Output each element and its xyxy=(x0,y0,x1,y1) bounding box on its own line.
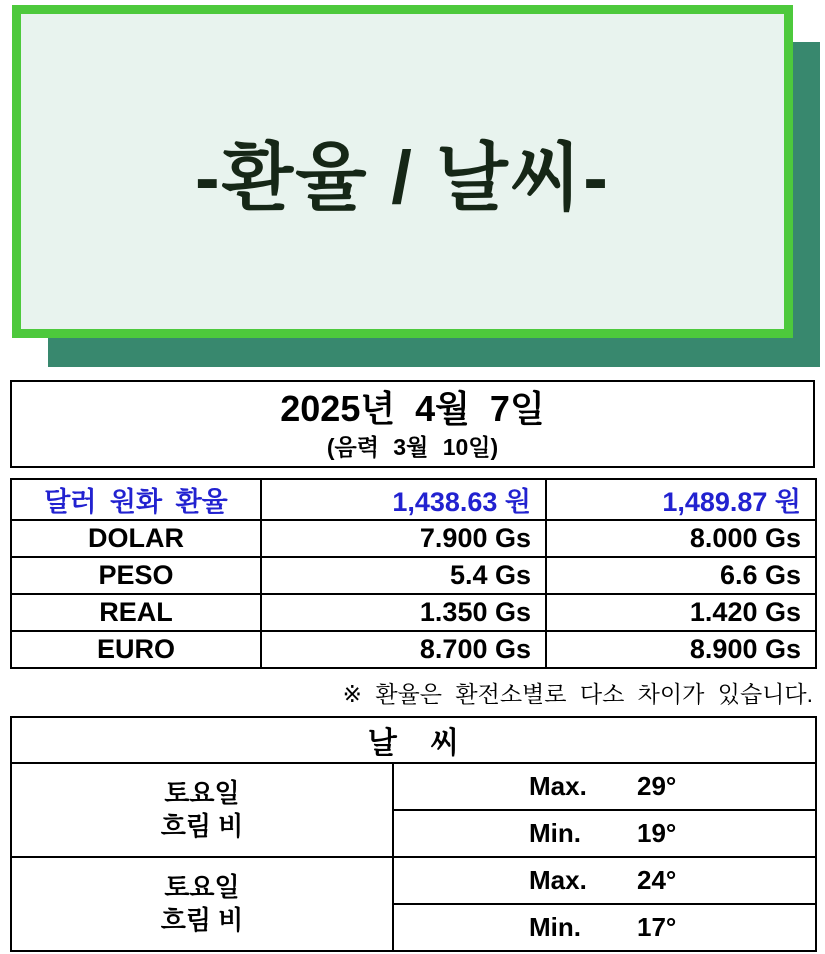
currency-label: REAL xyxy=(11,594,261,631)
rate-value-2: 6.6 Gs xyxy=(546,557,816,594)
weather-row xyxy=(11,763,816,810)
weather-header: 날 씨 xyxy=(11,717,816,763)
currency-label: 달러 원화 환율 xyxy=(11,479,261,520)
exchange-row xyxy=(11,631,816,668)
max-label: Max. xyxy=(529,865,587,895)
weather-header-row xyxy=(11,717,816,763)
exchange-rate-table xyxy=(10,478,817,669)
max-label: Max. xyxy=(529,771,587,801)
weather-min-cell xyxy=(393,810,816,857)
weather-day: 토요일 xyxy=(164,778,240,808)
min-value: 17° xyxy=(637,912,677,942)
rate-value-1: 5.4 Gs xyxy=(261,557,546,594)
currency-label: DOLAR xyxy=(11,520,261,557)
max-value: 24° xyxy=(637,865,677,895)
weather-day: 토요일 xyxy=(164,872,240,902)
rate-value-2: 1,489.87 원 xyxy=(546,479,816,520)
currency-label: PESO xyxy=(11,557,261,594)
currency-label: EURO xyxy=(11,631,261,668)
min-temp-row xyxy=(394,818,815,849)
exchange-row xyxy=(11,557,816,594)
rate-value-1: 1,438.63 원 xyxy=(261,479,546,520)
min-label: Min. xyxy=(529,818,581,848)
min-label: Min. xyxy=(529,912,581,942)
date-lunar: (음력 3월 10일) xyxy=(326,434,499,460)
page-title: -환율 / 날씨- xyxy=(195,135,610,219)
rate-value-2: 8.000 Gs xyxy=(546,520,816,557)
max-temp-row xyxy=(394,865,815,896)
exchange-row-krw xyxy=(11,479,816,520)
min-value: 19° xyxy=(637,818,677,848)
max-temp-row xyxy=(394,771,815,802)
rate-value-2: 1.420 Gs xyxy=(546,594,816,631)
weather-row xyxy=(11,857,816,904)
weather-condition: 흐림 비 xyxy=(160,905,244,935)
weather-condition: 흐림 비 xyxy=(160,811,244,841)
rate-value-1: 8.700 Gs xyxy=(261,631,546,668)
banner xyxy=(0,0,825,380)
exchange-row xyxy=(11,520,816,557)
banner-box xyxy=(12,5,793,338)
weather-day-cell xyxy=(11,763,393,857)
weather-day-cell xyxy=(11,857,393,951)
weather-min-cell xyxy=(393,904,816,951)
date-solar: 2025년 4월 7일 xyxy=(280,388,545,429)
rate-value-2: 8.900 Gs xyxy=(546,631,816,668)
min-temp-row xyxy=(394,912,815,943)
rate-value-1: 1.350 Gs xyxy=(261,594,546,631)
weather-max-cell xyxy=(393,857,816,904)
weather-table xyxy=(10,716,817,952)
exchange-note: ※ 환율은 환전소별로 다소 차이가 있습니다. xyxy=(342,681,813,707)
weather-max-cell xyxy=(393,763,816,810)
date-table xyxy=(10,380,815,468)
max-value: 29° xyxy=(637,771,677,801)
exchange-row xyxy=(11,594,816,631)
rate-value-1: 7.900 Gs xyxy=(261,520,546,557)
